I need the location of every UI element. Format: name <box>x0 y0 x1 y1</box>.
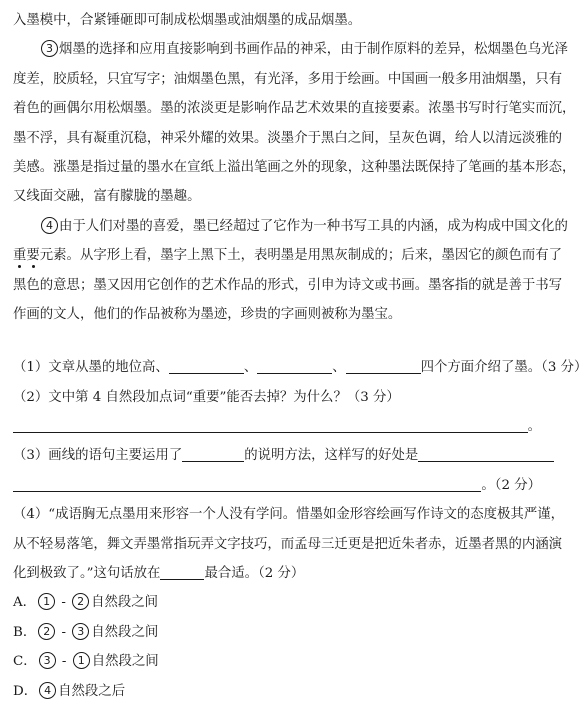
paragraph-4-text: 元 <box>39 248 54 264</box>
answer-blank[interactable] <box>257 359 332 374</box>
option-letter: B． <box>13 624 37 640</box>
paragraph-marker: 2 <box>38 623 55 640</box>
paragraph-marker: 4 <box>39 682 56 699</box>
dash: - <box>57 624 71 640</box>
option-a[interactable] <box>13 588 541 617</box>
question-1-suffix: 四个方面介绍了墨。（3 分） <box>420 360 587 376</box>
question-1-prefix: （1）文章从墨的地位高、 <box>13 360 169 376</box>
option-d[interactable] <box>13 677 541 706</box>
spacer <box>13 329 541 353</box>
question-1 <box>13 353 587 382</box>
answer-end-mark: 。 <box>527 419 541 435</box>
question-4-prefix: 化到极致了。”这句话放在 <box>13 566 161 582</box>
paragraph-marker: 3 <box>72 623 89 640</box>
answer-line <box>13 412 541 441</box>
separator: 、 <box>243 360 258 376</box>
paragraph-4-line: 黑色的意思；墨又因用它创作的艺术作品的形式，引申为诗文或书画。墨客指的就是善于书写 <box>13 277 563 293</box>
answer-blank[interactable] <box>346 359 421 374</box>
question-3-middle: 的说明方法，这样写的好处是 <box>244 448 419 464</box>
question-4-suffix: 最合适。（2 分） <box>204 566 305 582</box>
paragraph-4-text: 素。从字形上看，墨字上黑下土，表明墨是用黑灰制成的；后来，墨因它的颜色而有了 <box>53 248 563 264</box>
answer-line <box>13 471 541 500</box>
option-c[interactable] <box>13 647 541 676</box>
question-4-line: （4）“成语胸无点墨用来形容一个人没有学问。惜墨如金形容绘画写作诗文的态度极其严谨， <box>13 507 564 523</box>
exam-page <box>13 6 587 706</box>
option-b[interactable] <box>13 618 541 647</box>
paragraph-3-line <box>13 35 568 64</box>
answer-rule[interactable] <box>13 475 481 492</box>
paragraph-4-line <box>13 212 568 241</box>
paragraph-4-text: 由于人们对墨的喜爱，墨已经超过了它作为一种书写工具的内涵，成为构成中国文化的 <box>59 218 568 234</box>
paragraph-marker: 2 <box>72 593 89 610</box>
paragraph-3-text: 烟墨的选择和应用直接影响到书画作品的神采，由于制作原料的差异，松烟墨色乌光泽 <box>59 42 568 58</box>
option-letter: C． <box>13 654 37 670</box>
question-4-line: 从不轻易落笔，舞文弄墨常指玩弄文字技巧，而孟母三迁更是把近朱者赤，近墨者黑的内涵演 <box>13 536 563 552</box>
dash: - <box>57 595 71 611</box>
paragraph-3-line: 着色的画偶尔用松烟墨。墨的浓淡更是影响作品艺术效果的直接要素。浓墨书写时行笔实而沉， <box>13 101 576 117</box>
option-text: 自然段之间 <box>91 654 159 670</box>
question-4-line <box>13 559 541 588</box>
answer-blank[interactable] <box>418 447 554 462</box>
option-letter: A． <box>13 595 37 611</box>
paragraph-4-line: 作画的文人，他们的作品被称为墨迹，珍贵的字画则被称为墨宝。 <box>13 306 402 322</box>
option-text: 自然段之后 <box>58 683 126 699</box>
paragraph-marker: 3 <box>39 652 56 669</box>
answer-end-mark: 。（2 分） <box>481 477 541 493</box>
question-3 <box>13 441 541 470</box>
dotted-char: 重 <box>13 248 27 264</box>
paragraph-3-line: 度差，胶质轻，只宜写字；油烟墨色黑，有光泽，多用于绘画。中国画一般多用油烟墨，只有 <box>13 71 563 87</box>
paragraph-marker-3: 3 <box>41 40 58 57</box>
paragraph-3-line: 又线面交融，富有朦胧的墨趣。 <box>13 189 201 205</box>
answer-rule[interactable] <box>13 416 528 433</box>
question-2: （2）文中第 4 自然段加点词“重要”能否去掉？为什么？（3 分） <box>13 389 400 405</box>
option-text: 自然段之间 <box>91 624 159 640</box>
answer-blank[interactable] <box>169 359 244 374</box>
separator: 、 <box>332 360 346 376</box>
paragraph-marker-4: 4 <box>41 217 58 234</box>
paragraph-marker: 1 <box>73 652 90 669</box>
option-letter: D． <box>13 683 38 699</box>
dotted-char: 要 <box>26 248 40 264</box>
paragraph-3-line: 墨不浮，具有凝重沉稳，神采外耀的效果。淡墨介于黑白之间，呈灰色调，给人以清远淡雅的 <box>13 130 563 146</box>
dash: - <box>57 654 71 670</box>
question-3-prefix: （3）画线的语句主要运用了 <box>13 448 183 464</box>
option-text: 自然段之间 <box>91 595 159 611</box>
answer-blank[interactable] <box>182 447 244 462</box>
answer-blank[interactable] <box>160 565 204 580</box>
paragraph-3-line: 美感。涨墨是指过量的墨水在宣纸上溢出笔画之外的现象，这种墨法既保持了笔画的基本形态， <box>13 159 576 175</box>
paragraph-marker: 1 <box>38 593 55 610</box>
paragraph-4-line <box>13 241 563 270</box>
passage-top-line: 入墨模中，合紧锤砸即可制成松烟墨或油烟墨的成品烟墨。 <box>13 13 362 28</box>
